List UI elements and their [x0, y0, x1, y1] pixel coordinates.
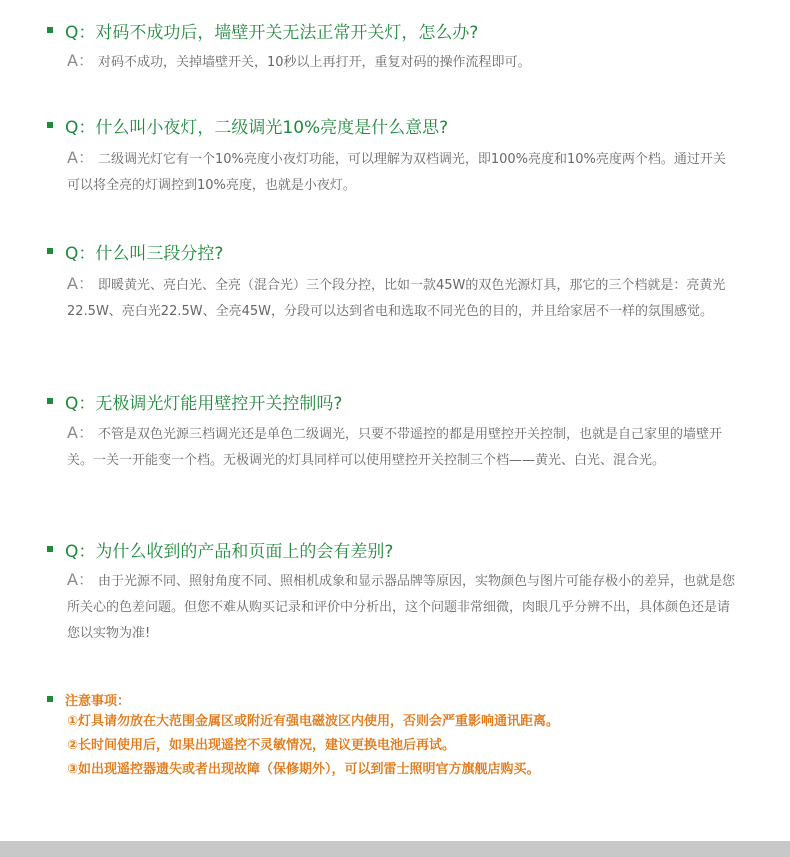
bullet-icon: [47, 248, 53, 254]
question-text: Q：什么叫三段分控?: [65, 243, 224, 264]
bullet-icon: [47, 398, 53, 404]
answer-text: 二级调光灯它有一个10%亮度小夜灯功能，可以理解为双档调光，即100%亮度和10%亮度两个档。通过开关可以将全亮的灯调控到10%亮度，也就是小夜灯。: [67, 152, 726, 193]
bullet-icon: [47, 696, 53, 702]
question-text: Q：对码不成功后，墙壁开关无法正常开关灯，怎么办?: [65, 22, 479, 43]
answer-prefix: A：: [67, 570, 94, 589]
answer-text: 即暖黄光、亮白光、全亮（混合光）三个段分控，比如一款45W的双色光源灯具，那它的三个档就是：亮黄光22.5W、亮白光22.5W、全亮45W，分段可以达到省电和选取不同光色的目的，并且给家居不一样的氛围感觉。: [67, 278, 726, 319]
answer-prefix: A：: [67, 148, 94, 167]
faq-answer-3: [67, 271, 735, 325]
notes-title: 注意事项：: [65, 693, 131, 709]
footer-bar: [0, 841, 790, 857]
answer-prefix: A：: [67, 274, 94, 293]
notes-section: [47, 688, 560, 782]
answer-text: 对码不成功，关掉墙壁开关，10秒以上再打开，重复对码的操作流程即可。: [97, 55, 531, 70]
question-text: Q：无极调光灯能用壁控开关控制吗?: [65, 393, 343, 414]
question-text: Q：什么叫小夜灯，二级调光10%亮度是什么意思?: [65, 117, 449, 138]
faq-question-5: [47, 535, 393, 563]
note-item-2: ②长时间使用后，如果出现遥控不灵敏情况，建议更换电池后再试。: [67, 738, 456, 753]
bullet-icon: [47, 122, 53, 128]
bullet-icon: [47, 27, 53, 33]
faq-question-1: [47, 16, 478, 44]
faq-answer-5: [67, 567, 735, 647]
notes-header: [47, 688, 539, 710]
faq-answer-1: [67, 48, 735, 76]
note-item-3: ③如出现遥控器遗失或者出现故障（保修期外），可以到雷士照明官方旗舰店购买。: [67, 762, 540, 777]
answer-prefix: A：: [67, 423, 94, 442]
faq-question-2: [47, 111, 448, 139]
note-item-1: ①灯具请勿放在大范围金属区或附近有强电磁波区内使用，否则会严重影响通讯距离。: [67, 714, 560, 729]
faq-question-4: [47, 387, 342, 415]
answer-text: 不管是双色光源三档调光还是单色二级调光，只要不带遥控的都是用壁控开关控制，也就是自己家里的墙壁开关。一关一开能变一个档。无极调光的灯具同样可以使用壁控开关控制三个档——黄光、白光、混合光。: [67, 427, 722, 468]
answer-prefix: A：: [67, 51, 94, 70]
faq-question-3: [47, 237, 223, 265]
faq-answer-4: [67, 420, 735, 474]
faq-answer-2: [67, 145, 735, 199]
question-text: Q：为什么收到的产品和页面上的会有差别?: [65, 541, 394, 562]
bullet-icon: [47, 546, 53, 552]
answer-text: 由于光源不同、照射角度不同、照相机成象和显示器品牌等原因，实物颜色与图片可能存极小的差异，也就是您所关心的色差问题。但您不难从购买记录和评价中分析出，这个问题非常细微，肉眼几乎分辨不出，具体颜色还是请您以实物为准!: [67, 574, 735, 641]
